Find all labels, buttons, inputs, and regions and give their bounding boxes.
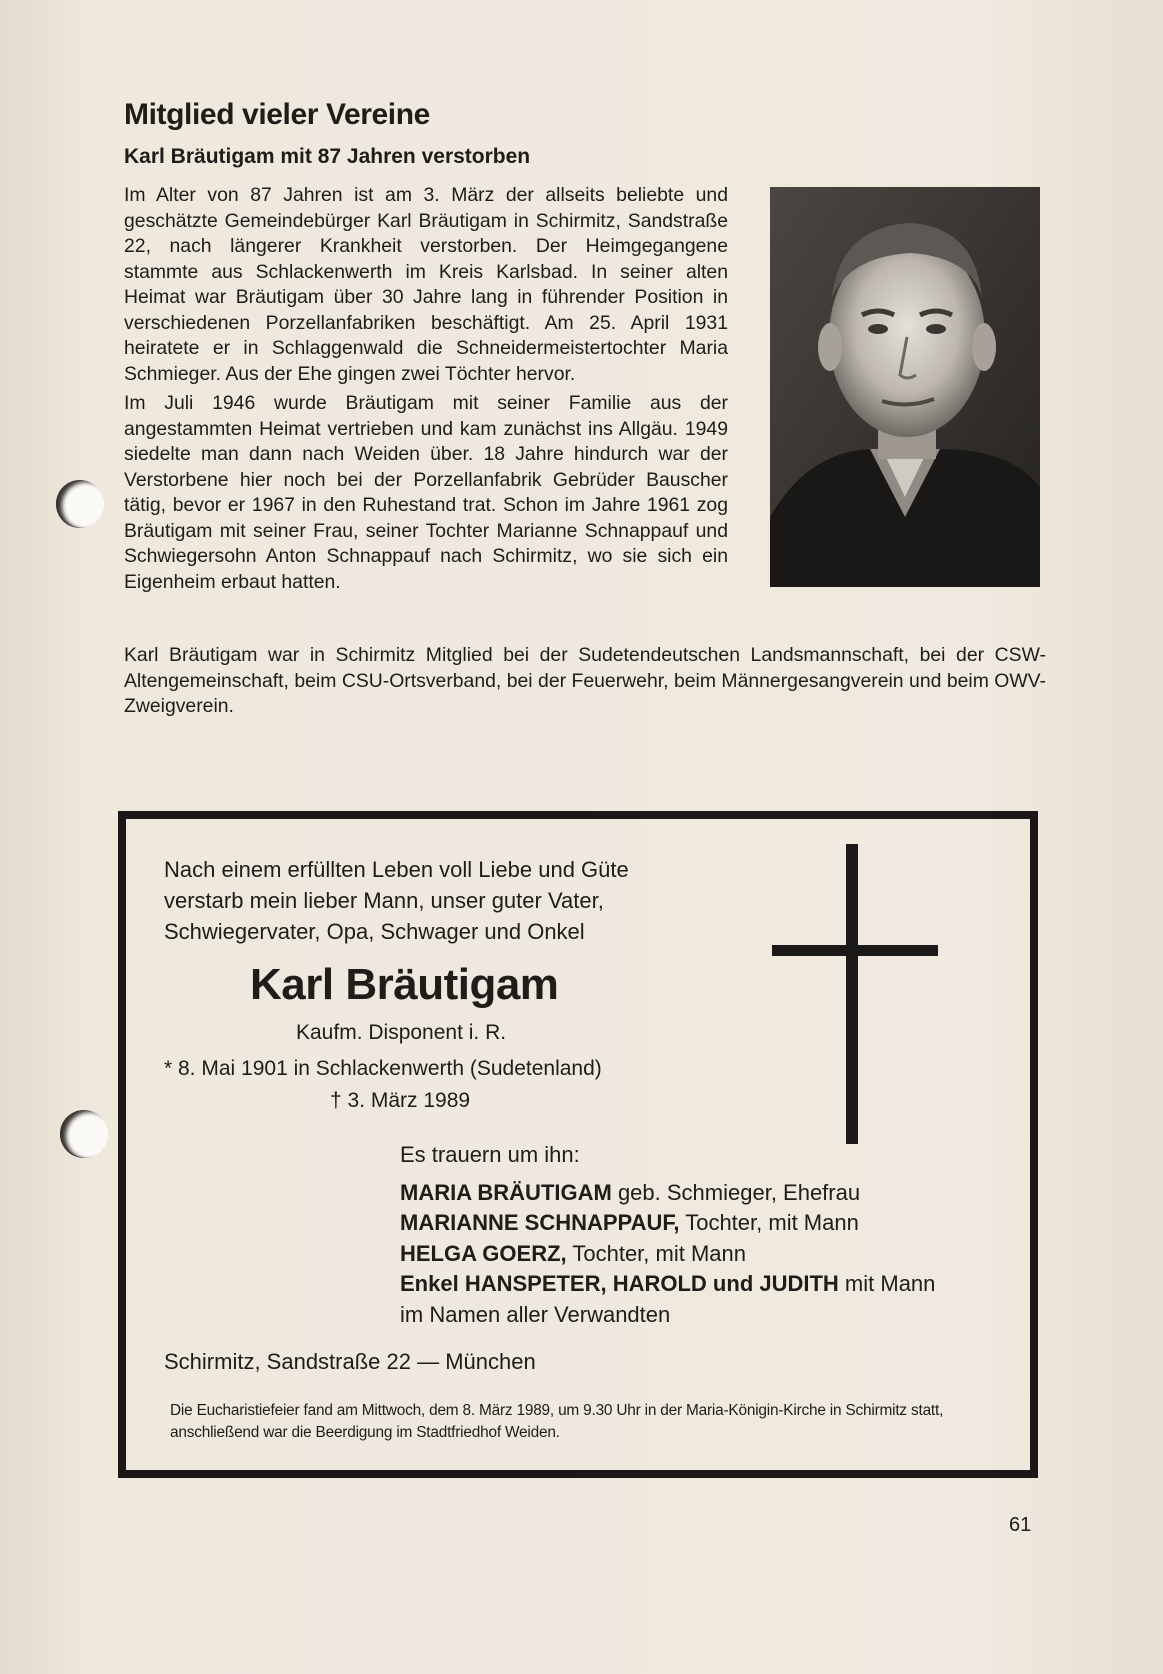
article-headline: Mitglied vieler Vereine bbox=[124, 98, 430, 131]
mourner-entry bbox=[400, 1178, 935, 1209]
portrait-photo bbox=[770, 187, 1040, 587]
deceased-name: Karl Bräutigam bbox=[250, 960, 559, 1009]
mourner-detail: geb. Schmieger, Ehefrau bbox=[611, 1179, 861, 1205]
mourners-block bbox=[400, 1140, 935, 1330]
article-paragraph-2: Im Juli 1946 wurde Bräutigam mit seiner Familie aus der angestammten Heimat vertrieben und kam zunächst ins Allgäu. 1949 siedelte man dann nach Weiden über. 18 Jahre hindurch war der Verstorbene hier noch bei der Porzellanfabrik Gebrüder Bauscher tätig, bevor er 1967 in den Ruhestand trat. Schon im Jahre 1961 zog Bräutigam mit seiner Frau, seiner Tochter Marianne Schnappauf und Schwiegersohn Anton Schnappauf nach Schirmitz, wo sie sich ein Eigenheim erbaut hatten. bbox=[124, 392, 728, 593]
punch-hole-upper bbox=[56, 480, 104, 528]
mourner-entry bbox=[400, 1239, 935, 1270]
mourner-detail: mit Mann bbox=[838, 1271, 936, 1296]
death-line: † 3. März 1989 bbox=[330, 1089, 471, 1112]
notice-footnote: Die Eucharistiefeier fand am Mittwoch, dem 8. März 1989, um 9.30 Uhr in der Maria-Königin-Kirche in Schirmitz statt, anschließend war die Beerdigung im Stadtfriedhof Weiden. bbox=[170, 1402, 944, 1441]
mourner-detail: Tochter, mit Mann bbox=[679, 1210, 859, 1235]
mourners-closing: im Namen aller Verwandten bbox=[400, 1301, 671, 1327]
birth-line: * 8. Mai 1901 in Schlackenwerth (Sudetenland) bbox=[164, 1057, 602, 1080]
article-paragraph-1: Im Alter von 87 Jahren ist am 3. März der allseits beliebte und geschätzte Gemeindebürger Karl Bräutigam in Schirmitz, Sandstraße 22, nach längerer Krankheit verstorben. Der Heimgegangene stammte aus Schlackenwerth im Kreis Karlsbad. In seiner alten Heimat war Bräutigam über 30 Jahre lang in führender Position in verschiedenen Porzellanfabriken beschäftigt. Am 25. April 1931 heiratete er in Schlaggenwald die Schneidermeistertochter Maria Schmieger. Aus der Ehe gingen zwei Töchter hervor. bbox=[124, 184, 728, 385]
punch-hole-lower bbox=[60, 1110, 108, 1158]
mourner-prefix: Enkel bbox=[400, 1271, 465, 1296]
page-number: 61 bbox=[1009, 1514, 1032, 1536]
mourner-name: MARIANNE SCHNAPPAUF, bbox=[400, 1210, 680, 1235]
death-notice-intro: Nach einem erfüllten Leben voll Liebe und Güte verstarb mein lieber Mann, unser guter Vater, Schwiegervater, Opa, Schwager und Onkel bbox=[164, 857, 629, 944]
mourner-name: HELGA GOERZ, bbox=[400, 1240, 567, 1266]
mourner-entry bbox=[400, 1208, 935, 1239]
portrait-photo-drawing bbox=[770, 187, 1040, 587]
cross-symbol-vertical bbox=[846, 844, 858, 1144]
notice-location: Schirmitz, Sandstraße 22 — München bbox=[164, 1349, 536, 1374]
cross-symbol-horizontal bbox=[772, 945, 938, 956]
mourner-detail: Tochter, mit Mann bbox=[566, 1240, 746, 1266]
mourner-entry bbox=[400, 1269, 935, 1300]
mourner-name: MARIA BRÄUTIGAM bbox=[400, 1179, 612, 1205]
mourners-heading: Es trauern um ihn: bbox=[400, 1142, 580, 1167]
deceased-title: Kaufm. Disponent i. R. bbox=[296, 1021, 507, 1044]
article-body-narrow bbox=[124, 183, 728, 599]
article-paragraph-3: Karl Bräutigam war in Schirmitz Mitglied bei der Sudetendeutschen Landsmannschaft, bei der CSW-Altengemeinschaft, beim CSU-Ortsverband, bei der Feuerwehr, beim Männergesangverein und beim OWV-Zweigverein. bbox=[124, 644, 1046, 717]
article-subheadline: Karl Bräutigam mit 87 Jahren verstorben bbox=[124, 145, 531, 168]
mourner-name: HANSPETER, HAROLD und JUDITH bbox=[464, 1271, 839, 1296]
